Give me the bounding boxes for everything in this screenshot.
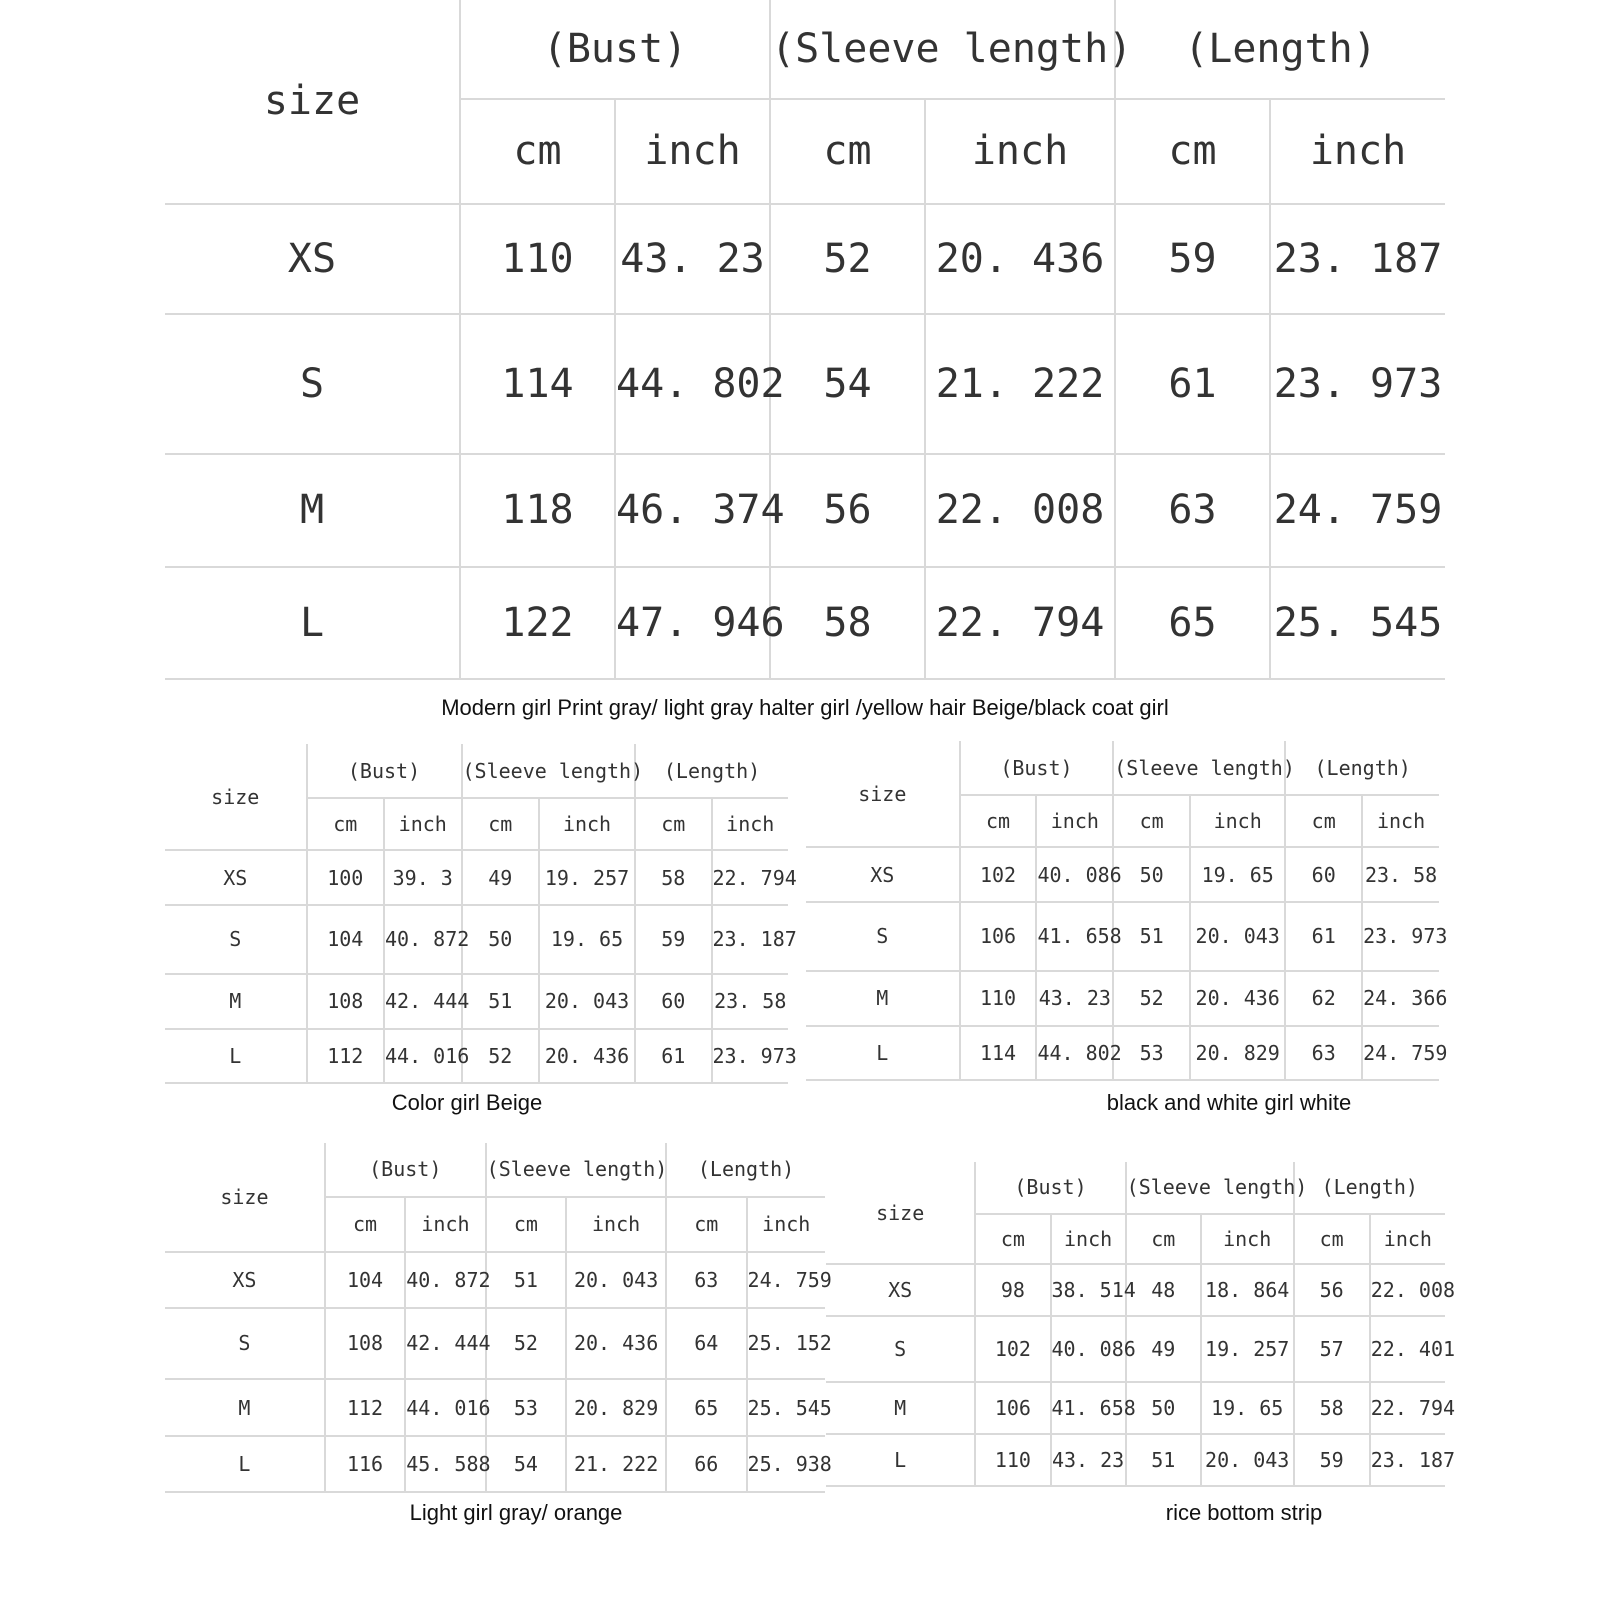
measurement-cell: 19. 65 — [1190, 847, 1285, 902]
measurement-cell: 20. 043 — [566, 1252, 666, 1308]
measurement-cell: 52 — [462, 1029, 539, 1083]
size-label: L — [165, 1436, 325, 1492]
measurement-cell: 53 — [1113, 1026, 1190, 1080]
measurement-cell: 23. 973 — [1270, 314, 1445, 454]
inch-unit-header: inch — [539, 798, 635, 850]
measurement-cell: 54 — [770, 314, 925, 454]
table-row — [806, 1026, 1439, 1080]
measurement-cell: 106 — [960, 902, 1037, 971]
measurement-cell: 42. 444 — [405, 1308, 485, 1379]
size-label: XS — [826, 1264, 975, 1316]
inch-unit-header: inch — [712, 798, 789, 850]
measurement-cell: 112 — [325, 1379, 405, 1436]
size-label: XS — [165, 850, 307, 905]
bust-header: (Bust) — [460, 0, 770, 99]
bust-header: (Bust) — [325, 1143, 486, 1197]
size-header: size — [165, 1143, 325, 1252]
size-label: M — [165, 974, 307, 1029]
inch-unit-header: inch — [747, 1197, 825, 1252]
table-row — [826, 1316, 1445, 1382]
measurement-cell: 20. 043 — [1190, 902, 1285, 971]
cm-unit-header: cm — [666, 1197, 746, 1252]
inch-unit-header: inch — [1270, 99, 1445, 204]
size-header: size — [806, 741, 960, 847]
measurement-cell: 56 — [770, 454, 925, 567]
measurement-cell: 100 — [307, 850, 384, 905]
size-label: S — [165, 1308, 325, 1379]
length-header: (Length) — [1285, 741, 1439, 795]
measurement-cell: 122 — [460, 567, 615, 679]
measurement-cell: 20. 043 — [539, 974, 635, 1029]
inch-unit-header: inch — [1036, 795, 1113, 847]
measurement-cell: 25. 545 — [1270, 567, 1445, 679]
inch-unit-header: inch — [566, 1197, 666, 1252]
cm-unit-header: cm — [975, 1214, 1050, 1265]
measurement-cell: 59 — [1294, 1434, 1370, 1486]
length-header: (Length) — [1115, 0, 1445, 99]
measurement-cell: 59 — [1115, 204, 1270, 314]
measurement-cell: 52 — [486, 1308, 566, 1379]
cm-unit-header: cm — [486, 1197, 566, 1252]
measurement-cell: 114 — [460, 314, 615, 454]
measurement-cell: 22. 401 — [1370, 1316, 1445, 1382]
cm-unit-header: cm — [1285, 795, 1362, 847]
inch-unit-header: inch — [1190, 795, 1285, 847]
cm-unit-header: cm — [462, 798, 539, 850]
size-header: size — [165, 0, 460, 204]
measurement-cell: 50 — [1126, 1382, 1201, 1434]
cm-unit-header: cm — [635, 798, 711, 850]
size-table — [165, 1143, 832, 1493]
measurement-cell: 22. 794 — [925, 567, 1115, 679]
table-row — [165, 1379, 825, 1436]
measurement-cell: 63 — [1285, 1026, 1362, 1080]
measurement-cell: 48 — [1126, 1264, 1201, 1316]
size-chart-table-black-and-white-girl — [806, 741, 1448, 1081]
inch-unit-header: inch — [1201, 1214, 1294, 1265]
measurement-cell: 23. 187 — [1270, 204, 1445, 314]
measurement-cell: 40. 872 — [405, 1252, 485, 1308]
size-label: L — [165, 567, 460, 679]
cm-unit-header: cm — [770, 99, 925, 204]
measurement-cell: 23. 58 — [712, 974, 789, 1029]
measurement-cell: 43. 23 — [1036, 971, 1113, 1026]
measurement-cell: 58 — [635, 850, 711, 905]
measurement-cell: 23. 187 — [1370, 1434, 1445, 1486]
measurement-cell: 19. 257 — [539, 850, 635, 905]
measurement-cell: 59 — [635, 905, 711, 974]
measurement-cell: 118 — [460, 454, 615, 567]
sleeve-length-header: (Sleeve length) — [1126, 1162, 1294, 1214]
size-chart-table-color-girl — [165, 744, 797, 1084]
table-row — [826, 1434, 1445, 1486]
measurement-cell: 112 — [307, 1029, 384, 1083]
measurement-cell: 116 — [325, 1436, 405, 1492]
measurement-cell: 56 — [1294, 1264, 1370, 1316]
measurement-cell: 40. 086 — [1036, 847, 1113, 902]
table-row — [165, 850, 788, 905]
measurement-cell: 114 — [960, 1026, 1037, 1080]
size-label: M — [806, 971, 960, 1026]
size-label: M — [165, 1379, 325, 1436]
measurement-cell: 23. 58 — [1362, 847, 1439, 902]
measurement-cell: 104 — [307, 905, 384, 974]
measurement-cell: 43. 23 — [1051, 1434, 1126, 1486]
header-row-groups — [826, 1162, 1445, 1214]
table-row — [165, 314, 1445, 454]
sleeve-length-header: (Sleeve length) — [486, 1143, 666, 1197]
measurement-cell: 22. 794 — [1370, 1382, 1445, 1434]
cm-unit-header: cm — [1113, 795, 1190, 847]
bust-header: (Bust) — [975, 1162, 1125, 1214]
table-row — [165, 567, 1445, 679]
measurement-cell: 60 — [635, 974, 711, 1029]
measurement-cell: 66 — [666, 1436, 746, 1492]
measurement-cell: 38. 514 — [1051, 1264, 1126, 1316]
measurement-cell: 110 — [460, 204, 615, 314]
measurement-cell: 61 — [1285, 902, 1362, 971]
size-label: S — [826, 1316, 975, 1382]
measurement-cell: 60 — [1285, 847, 1362, 902]
measurement-cell: 64 — [666, 1308, 746, 1379]
size-label: XS — [165, 1252, 325, 1308]
measurement-cell: 49 — [462, 850, 539, 905]
table-row — [165, 974, 788, 1029]
measurement-cell: 58 — [1294, 1382, 1370, 1434]
sleeve-length-header: (Sleeve length) — [462, 744, 636, 798]
measurement-cell: 110 — [975, 1434, 1050, 1486]
measurement-cell: 98 — [975, 1264, 1050, 1316]
sleeve-length-header: (Sleeve length) — [1113, 741, 1285, 795]
measurement-cell: 20. 436 — [566, 1308, 666, 1379]
table-row — [165, 1308, 825, 1379]
measurement-cell: 25. 152 — [747, 1308, 825, 1379]
inch-unit-header: inch — [925, 99, 1115, 204]
measurement-cell: 50 — [1113, 847, 1190, 902]
size-table — [165, 0, 1445, 680]
measurement-cell: 22. 008 — [1370, 1264, 1445, 1316]
size-label: S — [165, 314, 460, 454]
measurement-cell: 63 — [1115, 454, 1270, 567]
measurement-cell: 25. 938 — [747, 1436, 825, 1492]
size-label: M — [826, 1382, 975, 1434]
inch-unit-header: inch — [1051, 1214, 1126, 1265]
table-caption-modern-girl: Modern girl Print gray/ light gray halter girl /yellow hair Beige/black coat girl — [441, 695, 1169, 720]
measurement-cell: 57 — [1294, 1316, 1370, 1382]
measurement-cell: 51 — [1113, 902, 1190, 971]
cm-unit-header: cm — [1115, 99, 1270, 204]
measurement-cell: 46. 374 — [615, 454, 770, 567]
measurement-cell: 44. 016 — [405, 1379, 485, 1436]
inch-unit-header: inch — [615, 99, 770, 204]
measurement-cell: 102 — [975, 1316, 1050, 1382]
table-row — [165, 204, 1445, 314]
measurement-cell: 23. 973 — [712, 1029, 789, 1083]
size-header: size — [165, 744, 307, 850]
size-label: L — [165, 1029, 307, 1083]
table-caption-light-girl: Light girl gray/ orange — [409, 1500, 623, 1525]
size-chart-table-rice-bottom-strip — [826, 1162, 1456, 1487]
table-caption-rice-bottom-strip: rice bottom strip — [1165, 1500, 1323, 1525]
size-label: XS — [165, 204, 460, 314]
table-row — [826, 1264, 1445, 1316]
cm-unit-header: cm — [307, 798, 384, 850]
inch-unit-header: inch — [1370, 1214, 1445, 1265]
measurement-cell: 58 — [770, 567, 925, 679]
measurement-cell: 24. 366 — [1362, 971, 1439, 1026]
measurement-cell: 42. 444 — [384, 974, 461, 1029]
measurement-cell: 41. 658 — [1051, 1382, 1126, 1434]
measurement-cell: 63 — [666, 1252, 746, 1308]
size-table — [806, 741, 1448, 1081]
measurement-cell: 104 — [325, 1252, 405, 1308]
table-caption-black-and-white-girl: black and white girl white — [1106, 1090, 1352, 1115]
cm-unit-header: cm — [325, 1197, 405, 1252]
inch-unit-header: inch — [384, 798, 461, 850]
measurement-cell: 23. 187 — [712, 905, 789, 974]
inch-unit-header: inch — [1362, 795, 1439, 847]
length-header: (Length) — [635, 744, 788, 798]
size-label: L — [826, 1434, 975, 1486]
header-row-groups — [165, 0, 1445, 99]
table-row — [165, 1252, 825, 1308]
length-header: (Length) — [1294, 1162, 1445, 1214]
measurement-cell: 61 — [635, 1029, 711, 1083]
measurement-cell: 47. 946 — [615, 567, 770, 679]
sleeve-length-header: (Sleeve length) — [770, 0, 1115, 99]
measurement-cell: 106 — [975, 1382, 1050, 1434]
table-row — [806, 847, 1439, 902]
measurement-cell: 54 — [486, 1436, 566, 1492]
measurement-cell: 65 — [666, 1379, 746, 1436]
measurement-cell: 51 — [462, 974, 539, 1029]
table-row — [165, 905, 788, 974]
measurement-cell: 19. 65 — [1201, 1382, 1294, 1434]
measurement-cell: 19. 257 — [1201, 1316, 1294, 1382]
measurement-cell: 61 — [1115, 314, 1270, 454]
measurement-cell: 52 — [1113, 971, 1190, 1026]
bust-header: (Bust) — [960, 741, 1114, 795]
measurement-cell: 51 — [486, 1252, 566, 1308]
measurement-cell: 25. 545 — [747, 1379, 825, 1436]
size-header: size — [826, 1162, 975, 1264]
measurement-cell: 22. 794 — [712, 850, 789, 905]
length-header: (Length) — [666, 1143, 825, 1197]
header-row-groups — [165, 744, 788, 798]
size-label: M — [165, 454, 460, 567]
measurement-cell: 49 — [1126, 1316, 1201, 1382]
measurement-cell: 53 — [486, 1379, 566, 1436]
measurement-cell: 39. 3 — [384, 850, 461, 905]
measurement-cell: 22. 008 — [925, 454, 1115, 567]
measurement-cell: 24. 759 — [1270, 454, 1445, 567]
measurement-cell: 108 — [307, 974, 384, 1029]
measurement-cell: 44. 802 — [1036, 1026, 1113, 1080]
measurement-cell: 23. 973 — [1362, 902, 1439, 971]
measurement-cell: 20. 436 — [925, 204, 1115, 314]
size-label: S — [806, 902, 960, 971]
table-caption-color-girl: Color girl Beige — [391, 1090, 543, 1115]
measurement-cell: 20. 829 — [1190, 1026, 1285, 1080]
table-row — [165, 454, 1445, 567]
size-chart-table-light-girl — [165, 1143, 832, 1493]
table-row — [826, 1382, 1445, 1434]
header-row-groups — [165, 1143, 825, 1197]
measurement-cell: 108 — [325, 1308, 405, 1379]
measurement-cell: 65 — [1115, 567, 1270, 679]
measurement-cell: 21. 222 — [566, 1436, 666, 1492]
measurement-cell: 19. 65 — [539, 905, 635, 974]
measurement-cell: 43. 23 — [615, 204, 770, 314]
cm-unit-header: cm — [1294, 1214, 1370, 1265]
size-label: S — [165, 905, 307, 974]
measurement-cell: 21. 222 — [925, 314, 1115, 454]
measurement-cell: 62 — [1285, 971, 1362, 1026]
measurement-cell: 20. 436 — [1190, 971, 1285, 1026]
measurement-cell: 18. 864 — [1201, 1264, 1294, 1316]
measurement-cell: 50 — [462, 905, 539, 974]
measurement-cell: 20. 829 — [566, 1379, 666, 1436]
size-chart-table-modern-girl — [165, 0, 1445, 680]
cm-unit-header: cm — [460, 99, 615, 204]
measurement-cell: 20. 043 — [1201, 1434, 1294, 1486]
table-row — [165, 1029, 788, 1083]
measurement-cell: 40. 872 — [384, 905, 461, 974]
measurement-cell: 102 — [960, 847, 1037, 902]
measurement-cell: 44. 802 — [615, 314, 770, 454]
table-row — [165, 1436, 825, 1492]
table-row — [806, 902, 1439, 971]
measurement-cell: 24. 759 — [747, 1252, 825, 1308]
bust-header: (Bust) — [307, 744, 462, 798]
measurement-cell: 45. 588 — [405, 1436, 485, 1492]
measurement-cell: 51 — [1126, 1434, 1201, 1486]
measurement-cell: 24. 759 — [1362, 1026, 1439, 1080]
measurement-cell: 20. 436 — [539, 1029, 635, 1083]
size-table — [826, 1162, 1456, 1487]
measurement-cell: 52 — [770, 204, 925, 314]
cm-unit-header: cm — [960, 795, 1037, 847]
size-label: L — [806, 1026, 960, 1080]
size-label: XS — [806, 847, 960, 902]
measurement-cell: 41. 658 — [1036, 902, 1113, 971]
inch-unit-header: inch — [405, 1197, 485, 1252]
measurement-cell: 110 — [960, 971, 1037, 1026]
cm-unit-header: cm — [1126, 1214, 1201, 1265]
table-row — [806, 971, 1439, 1026]
measurement-cell: 44. 016 — [384, 1029, 461, 1083]
size-table — [165, 744, 797, 1084]
measurement-cell: 40. 086 — [1051, 1316, 1126, 1382]
header-row-groups — [806, 741, 1439, 795]
